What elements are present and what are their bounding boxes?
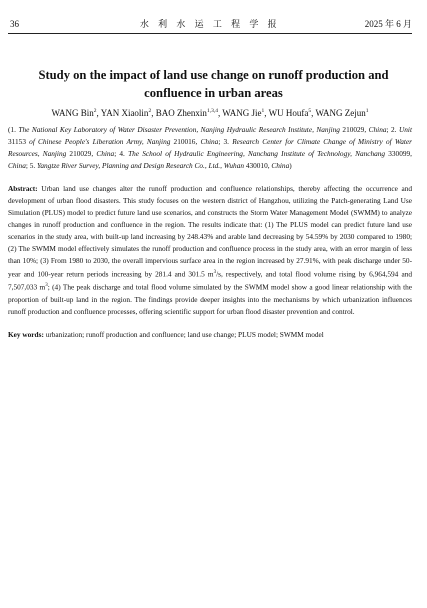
unit-superscript: 3 [213, 270, 217, 275]
unit-superscript: 3 [45, 283, 48, 289]
affil-country: China [200, 137, 219, 146]
author-name: WANG Jie [222, 108, 262, 118]
issue-date: 2025 年 6 月 [364, 19, 412, 29]
affiliation-5: Yangtze River Survey, Planning and Design Research Co., Ltd., Wuhan [37, 161, 244, 170]
affil-postcode: 210016, [170, 137, 201, 146]
author-list: WANG Bin$^2$, YAN Xiaolin$^2$, BAO Zhenxin$^{1,3,4}$, WANG Jie$^1$, WU Houfa$^5$, WANG Zejun$^1$ [51, 108, 369, 118]
affiliation-3: Research Center for Climate Change of Ministry of Water Resources, Nanjing [8, 137, 412, 158]
affiliation-2: Unit [399, 125, 412, 134]
affiliation-4: The School of Hydraulic Engineering, Nanchang Institute of Technology, Nanchang [128, 149, 386, 158]
affil-unit-code: 31153 [8, 137, 30, 146]
abstract-text: Urban land use changes alter the runoff production and confluence relationships, thereby affecting the occurrence and development of urban flood disasters. This study focuses on the western district of Hangzhou, utilizing the Patch-generating Land Use Simulation (PLUS) model to predict future land use scenarios, and constructs the Storm Water Management Model (SWMM) to analyze changes in runoff production and confluence in the region. The results indicate that: (1) The PLUS model can predict future land use scenarios in the study area, with built-up land increasing by 248.43% and arable land decreasing by 54.59% by 2030 compared to 1980; (2) The SWMM model effectively simulates the runoff production and confluence process in the study area, with an error margin of less than 10%; (3) From 1980 to 2030, the overall impervious surface area in the region increased by 27.91%, with peak discharge under 50-year and 100-year return periods increasing by 281.4 and 301.5 m [8, 184, 412, 279]
author-name: BAO Zhenxin [155, 108, 207, 118]
affiliations: (1. The National Key Laboratory of Water Disaster Prevention, Nanjing Hydraulic Research Institute, Nanjing 210029, China; 2. Unit 31153 of Chinese People's Liberation Army, Nanjing 210016, China; 3. Research Center for Climate Change of Ministry of Water Resources, Nanjing 210029, China; 4. The School of Hydraulic Engineering, Nanchang Institute of Technology, Nanchang 330099, China; 5. Yangtze River Survey, Planning and Design Research Co., Ltd., Wuhan 430010, China) [8, 125, 412, 170]
author-affiliation-marker: 1 [261, 108, 265, 114]
page-number: 36 [10, 19, 19, 29]
author-name: WU Houfa [268, 108, 309, 118]
author-affiliation-marker: 2 [148, 108, 152, 114]
affil-country: China [96, 149, 115, 158]
abstract-text: /s, respectively, and total flood volume rising by 6,964,594 and 7,507,033 m [8, 269, 412, 292]
affil-number: 1. [10, 125, 19, 134]
author-name: WANG Zejun [315, 108, 366, 118]
affil-country: China [368, 125, 387, 134]
paper-title: Study on the impact of land use change on runoff production and confluence in urban areas [38, 68, 389, 100]
keywords-text: urbanization; runoff production and confluence; land use change; PLUS model; SWMM model [43, 330, 324, 339]
affil-country: China [8, 161, 26, 170]
affil-postcode: 210029, [339, 125, 369, 134]
running-header [8, 17, 412, 31]
author-name: YAN Xiaolin [100, 108, 149, 118]
keywords-label: Key words: [8, 330, 44, 339]
affil-close: ) [289, 161, 292, 170]
journal-name: 水 利 水 运 工 程 学 报 [139, 19, 281, 29]
affil-postcode: 430010, [244, 161, 272, 170]
abstract-text: ; (4) The peak discharge and total flood volume simulated by the SWMM model show a good linear relationship with the proportion of built-up land in the region. The findings provide deeper insights into the mechanisms by which urbanization influences runoff production and confluence processes, offering scientific support for urban flood disaster prevention and control. [8, 282, 413, 316]
author-affiliation-marker: 1,3,4 [206, 108, 218, 114]
affil-postcode: 210029, [66, 149, 97, 158]
affil-number: ; 2. [386, 125, 400, 134]
affil-postcode: 330099, [385, 149, 412, 158]
author-affiliation-marker: 1 [365, 108, 369, 114]
header-rule [8, 33, 412, 34]
abstract-label: Abstract: [8, 184, 38, 193]
affil-number: ; 5. [25, 161, 37, 170]
author-affiliation-marker: 2 [93, 108, 97, 114]
keywords [8, 329, 412, 341]
affil-country: China [271, 161, 290, 170]
affil-number: ; 4. [114, 149, 129, 158]
affil-number: ; 3. [218, 137, 233, 146]
affiliation-1: The National Key Laboratory of Water Disaster Prevention, Nanjing Hydraulic Research Institute, Nanjing [18, 125, 340, 134]
author-name: WANG Bin [51, 108, 94, 118]
abstract-paragraph [8, 183, 412, 318]
author-affiliation-marker: 5 [308, 108, 312, 114]
affiliation-2-rest: of Chinese People's Liberation Army, Nanjing [29, 137, 171, 146]
